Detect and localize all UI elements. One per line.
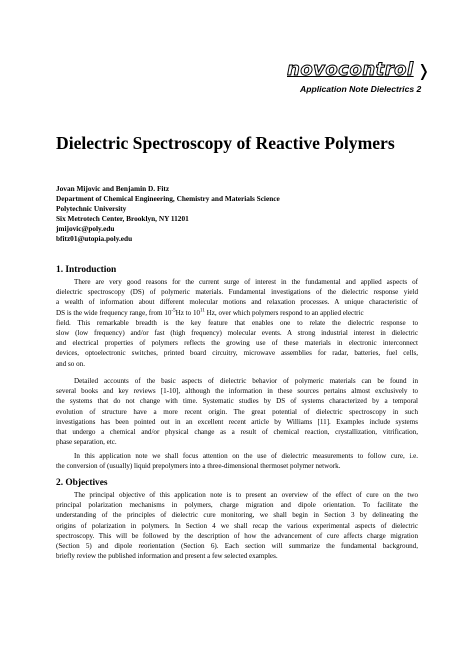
text-line: phase separation, etc.	[56, 438, 117, 447]
text-line	[56, 308, 418, 318]
author-university: Polytechnic University	[56, 204, 127, 213]
text-line: The principal objective of this application note is to present an overview of the effect of cure on the two	[74, 491, 418, 499]
introduction-paragraph-1	[56, 277, 418, 369]
text-line: evolution of structure have a more recent origin. The great potential of dielectric spectroscopy in such	[56, 407, 418, 416]
text-line: and so on.	[56, 359, 85, 368]
text-line: that undergo a chemical and/or physical change as a result of chemical reaction, crystallization, vitrification,	[56, 428, 418, 437]
author-block	[56, 184, 280, 244]
text-line: field. This remarkable breadth is the key feature that enables one to relate the dielectric response to	[56, 318, 418, 327]
author-names: Jovan Mijovic and Benjamin D. Fitz	[56, 184, 170, 193]
text-fragment: Hz to 10	[175, 308, 201, 317]
text-line: origins of polarization in polymers. In Section 4 we shall recap the various experimental aspects of dielectric	[56, 521, 418, 530]
author-email-2: bfitz01@utopia.poly.edu	[56, 234, 133, 243]
text-line: (Section 5) and dipole reorientation (Section 6). Each section will summarize the fundamental background,	[56, 542, 418, 551]
text-line: dielectric spectroscopy (DS) of polymeric materials. Fundamental investigations of the dielectric response yield	[56, 288, 418, 297]
text-line: There are very good reasons for the current surge of interest in the fundamental and applied aspects of	[74, 278, 418, 286]
chevron-right-icon: ❭	[417, 61, 431, 80]
text-line: devices, optoelectronic switches, printed board circuitry, microwave assemblies for radar, batteries, fuel cells,	[56, 349, 418, 358]
logo-text: novocontrol	[287, 59, 414, 80]
text-line: the systems that do not change with time. Systematic studies by DS of systems characterized by a temporal	[56, 397, 418, 406]
text-line: and electrical properties of polymers reflects the growing use of these materials in electronic interconnect	[56, 339, 418, 348]
paper-title: Dielectric Spectroscopy of Reactive Polymers	[56, 133, 395, 153]
exponent: -5	[171, 308, 176, 314]
text-fragment: Hz, over which polymers respond to an applied electric	[204, 308, 364, 317]
novocontrol-logo	[287, 59, 431, 82]
author-department: Department of Chemical Engineering, Chemistry and Materials Science	[56, 194, 280, 203]
text-line: understanding of the principles of dielectric cure monitoring, we shall begin in Section 3 by delineating the	[56, 511, 418, 520]
objectives-paragraph-1	[56, 490, 418, 561]
text-line: spectroscopy. This will be followed by the description of how the advancement of cure affects charge migration	[56, 531, 418, 540]
exponent: 11	[200, 308, 205, 314]
introduction-paragraph-3	[56, 451, 418, 471]
author-address: Six Metrotech Center, Brooklyn, NY 11201	[56, 214, 189, 223]
text-line: principal polarization mechanisms in polymers, charge migration and dipole orientation. To facilitate the	[56, 501, 418, 510]
text-line: In this application note we shall focus attention on the use of dielectric measurements to follow cure, i.e.	[74, 452, 418, 460]
text-line: several books and key reviews [1-10], although the information in these sources pertains almost exclusively to	[56, 387, 418, 396]
text-line: investigations has been pointed out in an excellent recent article by Williams [11]. Examples include systems	[56, 417, 418, 426]
text-line: a wealth of information about different molecular motions and relaxation processes. A unique characteristic of	[56, 298, 418, 307]
section-heading-introduction: 1. Introduction	[56, 265, 117, 275]
text-line: Detailed accounts of the basic aspects of dielectric behavior of polymeric materials can be found in	[74, 377, 418, 385]
application-note-label: Application Note Dielectrics 2	[300, 84, 422, 94]
author-email-1: jmijovic@poly.edu	[56, 224, 115, 233]
introduction-paragraph-2	[56, 376, 418, 447]
text-fragment: DS is the wide frequency range, from 10	[56, 308, 172, 317]
section-heading-objectives: 2. Objectives	[56, 478, 108, 488]
text-line: the conversion of (usually) liquid prepolymers into a three-dimensional thermoset polymer network.	[56, 462, 341, 471]
text-line: slow (low frequency) and/or fast (high frequency) molecular events. A strong industrial interest in dielectric	[56, 329, 418, 338]
text-line: briefly review the published information and present a few selected examples.	[56, 552, 278, 561]
